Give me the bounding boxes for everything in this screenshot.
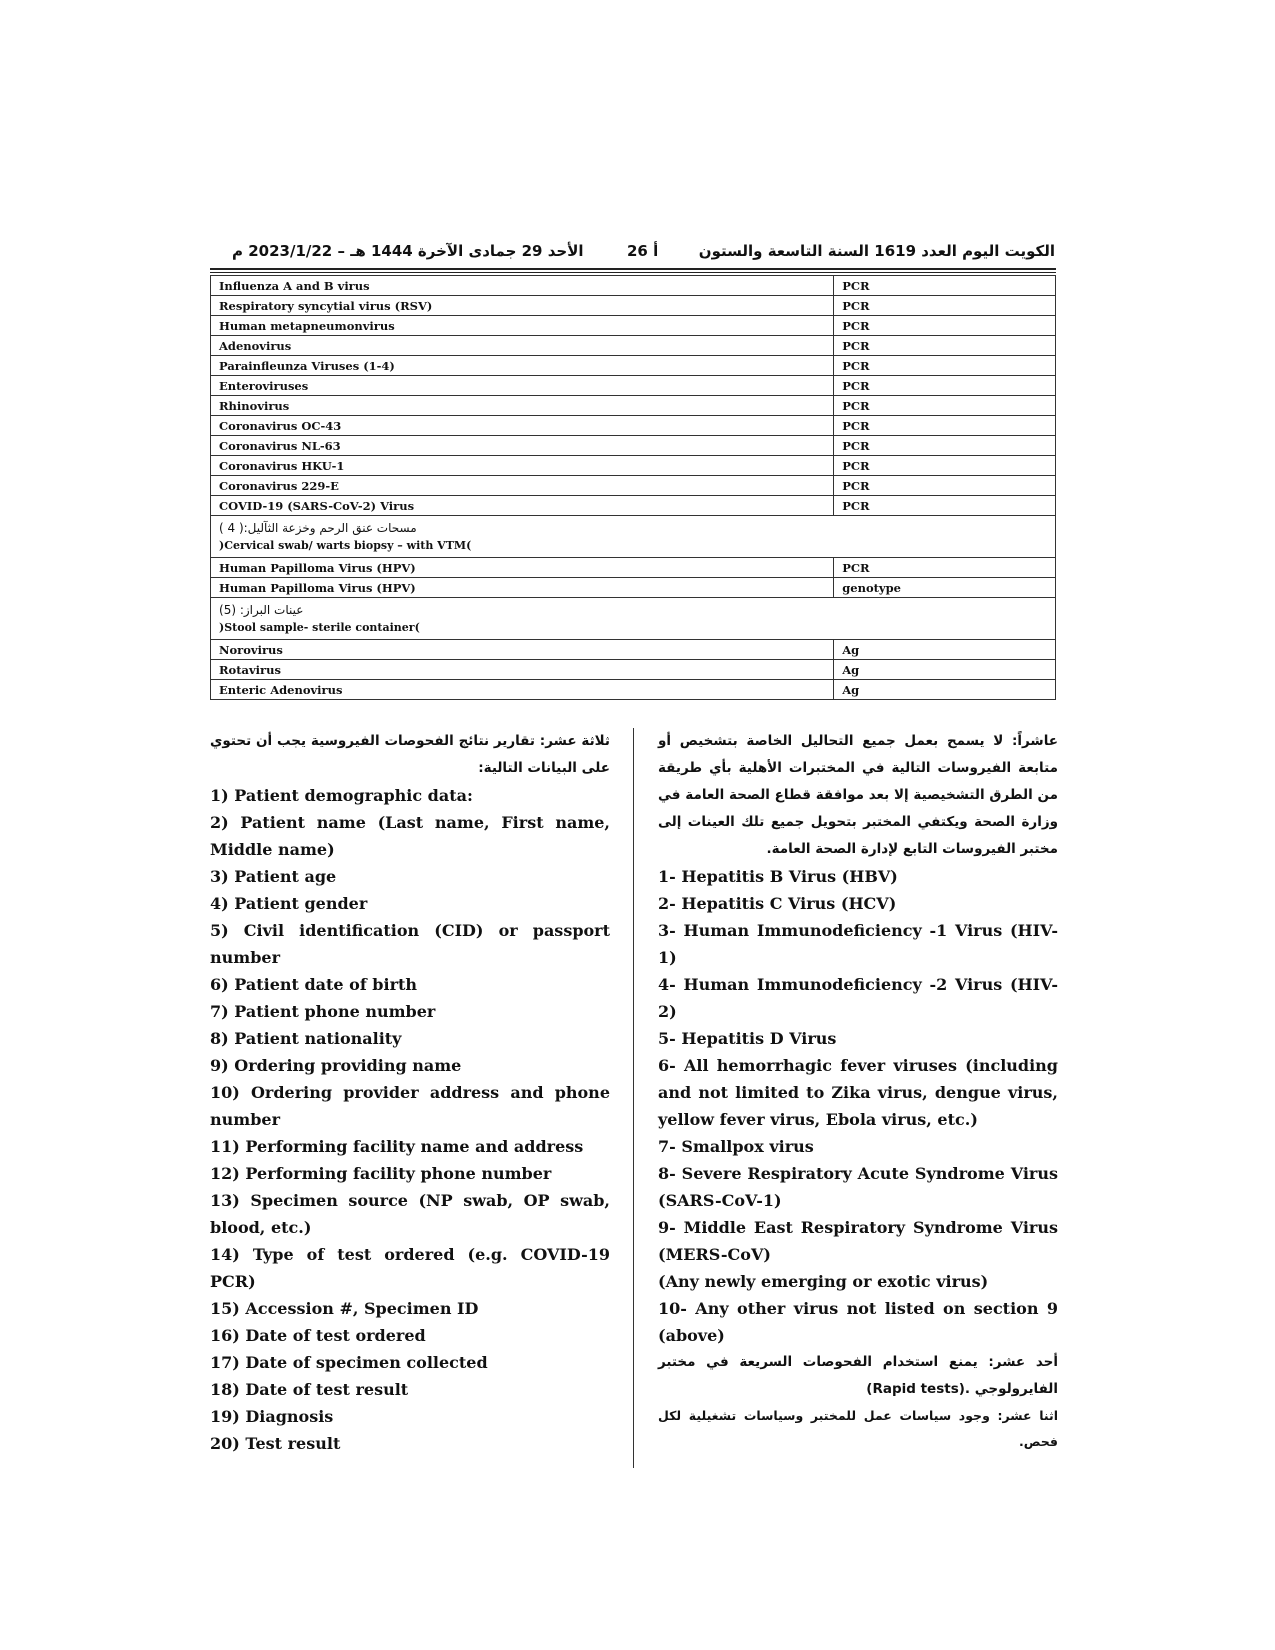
test-method-cell: PCR <box>834 276 1056 296</box>
virus-name-cell: Parainfleunza Viruses (1-4) <box>211 356 834 376</box>
report-field-item: 7) Patient phone number <box>210 1002 436 1021</box>
paragraph-tenth: عاشراً: لا يسمح بعمل جميع التحاليل الخاصة بتشخيص أو متابعة الفيروسات التالية في المختبرات الأهلية بأي طريقة من الطرق التشخيصية إلا بعد موافقة قطاع الصحة العامة في وزارة الصحة ويكتفي المختبر بتحويل جميع تلك العينات إلى مختبر الفيروسات التابع لإدارة الصحة العامة. <box>658 733 1058 857</box>
virus-name-cell: Human metapneumonvirus <box>211 316 834 336</box>
table-row <box>211 416 1056 436</box>
virus-list-item: 6- All hemorrhagic fever viruses (including and not limited to Zika virus, dengue virus, yellow fever virus, Ebola virus, etc.) <box>658 1056 1058 1129</box>
virus-list-item: 5- Hepatitis D Virus <box>658 1029 837 1048</box>
test-method-cell: PCR <box>834 296 1056 316</box>
table-row <box>211 680 1056 700</box>
gazette-title: الكويت اليوم العدد 1619 السنة التاسعة والستون <box>698 242 1055 260</box>
report-fields-list <box>210 782 610 1457</box>
test-method-cell: PCR <box>834 356 1056 376</box>
report-field-item: 1) Patient demographic data: <box>210 786 473 805</box>
virus-name-cell: Enteric Adenovirus <box>211 680 834 700</box>
virus-name-cell: Coronavirus OC-43 <box>211 416 834 436</box>
table-row <box>211 396 1056 416</box>
virus-name-cell: Rotavirus <box>211 660 834 680</box>
report-field-item: 18) Date of test result <box>210 1380 409 1399</box>
paragraph-eleventh: أحد عشر: يمنع استخدام الفحوصات السريعة في مختبر الفايرولوجي .(Rapid tests) <box>658 1354 1058 1397</box>
report-field-item: 3) Patient age <box>210 867 337 886</box>
report-field-item: 2) Patient name (Last name, First name, Middle name) <box>210 813 610 859</box>
virus-name-cell: Coronavirus NL-63 <box>211 436 834 456</box>
test-method-cell: PCR <box>834 476 1056 496</box>
table-row <box>211 456 1056 476</box>
test-method-cell: genotype <box>834 578 1056 598</box>
test-method-cell: PCR <box>834 416 1056 436</box>
virus-name-cell: Human Papilloma Virus (HPV) <box>211 558 834 578</box>
virus-list-item: (Any newly emerging or exotic virus) <box>658 1272 989 1291</box>
report-field-item: 17) Date of specimen collected <box>210 1353 488 1372</box>
virus-list-item: 7- Smallpox virus <box>658 1137 814 1156</box>
table-row <box>211 296 1056 316</box>
virus-test-table <box>210 275 1056 700</box>
test-method-cell: PCR <box>834 558 1056 578</box>
section-cell <box>211 598 1056 640</box>
virus-name-cell: Enteroviruses <box>211 376 834 396</box>
report-field-item: 12) Performing facility phone number <box>210 1164 552 1183</box>
virus-list-item: 9- Middle East Respiratory Syndrome Virus (MERS-CoV) <box>658 1218 1058 1264</box>
table-group-hpv <box>211 558 1056 598</box>
test-method-cell: PCR <box>834 456 1056 476</box>
report-field-item: 19) Diagnosis <box>210 1407 334 1426</box>
table-row <box>211 476 1056 496</box>
virus-name-cell: COVID-19 (SARS-CoV-2) Virus <box>211 496 834 516</box>
virus-list-item: 2- Hepatitis C Virus (HCV) <box>658 894 897 913</box>
virus-name-cell: Respiratory syncytial virus (RSV) <box>211 296 834 316</box>
paragraph-twelfth: اثنا عشر: وجود سياسات عمل للمختبر وسياسات تشغيلية لكل فحص. <box>658 1408 1058 1449</box>
report-field-item: 13) Specimen source (NP swab, OP swab, blood, etc.) <box>210 1191 610 1237</box>
test-method-cell: Ag <box>834 660 1056 680</box>
virus-name-cell: Influenza A and B virus <box>211 276 834 296</box>
report-field-item: 20) Test result <box>210 1434 341 1453</box>
test-method-cell: PCR <box>834 496 1056 516</box>
table-row <box>211 376 1056 396</box>
virus-list-item: 10- Any other virus not listed on section 9 (above) <box>658 1299 1058 1345</box>
table-row <box>211 336 1056 356</box>
page-number: أ 26 <box>627 242 659 260</box>
table-row <box>211 558 1056 578</box>
report-field-item: 8) Patient nationality <box>210 1029 402 1048</box>
restricted-virus-list <box>658 863 1058 1349</box>
report-field-item: 10) Ordering provider address and phone number <box>210 1083 610 1129</box>
paragraph-thirteenth: ثلاثة عشر: تقارير نتائج الفحوصات الفيروسية يجب أن تحتوي على البيانات التالية: <box>210 733 610 776</box>
table-group-stool <box>211 640 1056 700</box>
test-method-cell: Ag <box>834 680 1056 700</box>
virus-name-cell: Adenovirus <box>211 336 834 356</box>
issue-date: الأحد 29 جمادى الآخرة 1444 هـ – 2023/1/22 م <box>232 242 584 260</box>
section-row <box>211 516 1056 558</box>
report-field-item: 14) Type of test ordered (e.g. COVID-19 PCR) <box>210 1245 610 1291</box>
table-row <box>211 276 1056 296</box>
table-row <box>211 578 1056 598</box>
virus-name-cell: Norovirus <box>211 640 834 660</box>
virus-name-cell: Coronavirus 229-E <box>211 476 834 496</box>
page-header <box>212 238 1055 268</box>
report-field-item: 6) Patient date of birth <box>210 975 418 994</box>
table-group-respiratory <box>211 276 1056 516</box>
test-method-cell: PCR <box>834 316 1056 336</box>
left-column <box>210 728 610 1457</box>
virus-list-item: 8- Severe Respiratory Acute Syndrome Virus (SARS-CoV-1) <box>658 1164 1058 1210</box>
report-field-item: 16) Date of test ordered <box>210 1326 426 1345</box>
header-rule-thin <box>210 272 1056 273</box>
virus-name-cell: Coronavirus HKU-1 <box>211 456 834 476</box>
virus-list-item: 3- Human Immunodeficiency -1 Virus (HIV-1) <box>658 921 1058 967</box>
section-cell <box>211 516 1056 558</box>
table-row <box>211 660 1056 680</box>
test-method-cell: Ag <box>834 640 1056 660</box>
virus-list-item: 1- Hepatitis B Virus (HBV) <box>658 867 898 886</box>
table-row <box>211 640 1056 660</box>
section-arabic-title: مسحات عنق الرحم وخزعة الثآليل:( 4 ) <box>219 521 417 535</box>
virus-name-cell: Human Papilloma Virus (HPV) <box>211 578 834 598</box>
column-divider <box>633 728 634 1468</box>
section-arabic-title: عينات البراز: (5) <box>219 603 304 617</box>
report-field-item: 9) Ordering providing name <box>210 1056 462 1075</box>
table-row <box>211 356 1056 376</box>
table-row <box>211 436 1056 456</box>
report-field-item: 15) Accession #, Specimen ID <box>210 1299 479 1318</box>
report-field-item: 5) Civil identification (CID) or passport number <box>210 921 610 967</box>
virus-name-cell: Rhinovirus <box>211 396 834 416</box>
section-english-title: )Cervical swab/ warts biopsy – with VTM( <box>219 539 472 552</box>
header-rule <box>210 268 1056 270</box>
virus-list-item: 4- Human Immunodeficiency -2 Virus (HIV-2) <box>658 975 1058 1021</box>
test-method-cell: PCR <box>834 336 1056 356</box>
section-row <box>211 598 1056 640</box>
report-field-item: 4) Patient gender <box>210 894 368 913</box>
table-section-cervical <box>211 516 1056 558</box>
right-column <box>658 728 1058 1455</box>
report-field-item: 11) Performing facility name and address <box>210 1137 584 1156</box>
section-english-title: )Stool sample- sterile container( <box>219 621 420 634</box>
table-row <box>211 496 1056 516</box>
test-method-cell: PCR <box>834 396 1056 416</box>
test-method-cell: PCR <box>834 436 1056 456</box>
table-row <box>211 316 1056 336</box>
test-method-cell: PCR <box>834 376 1056 396</box>
table-section-stool <box>211 598 1056 640</box>
